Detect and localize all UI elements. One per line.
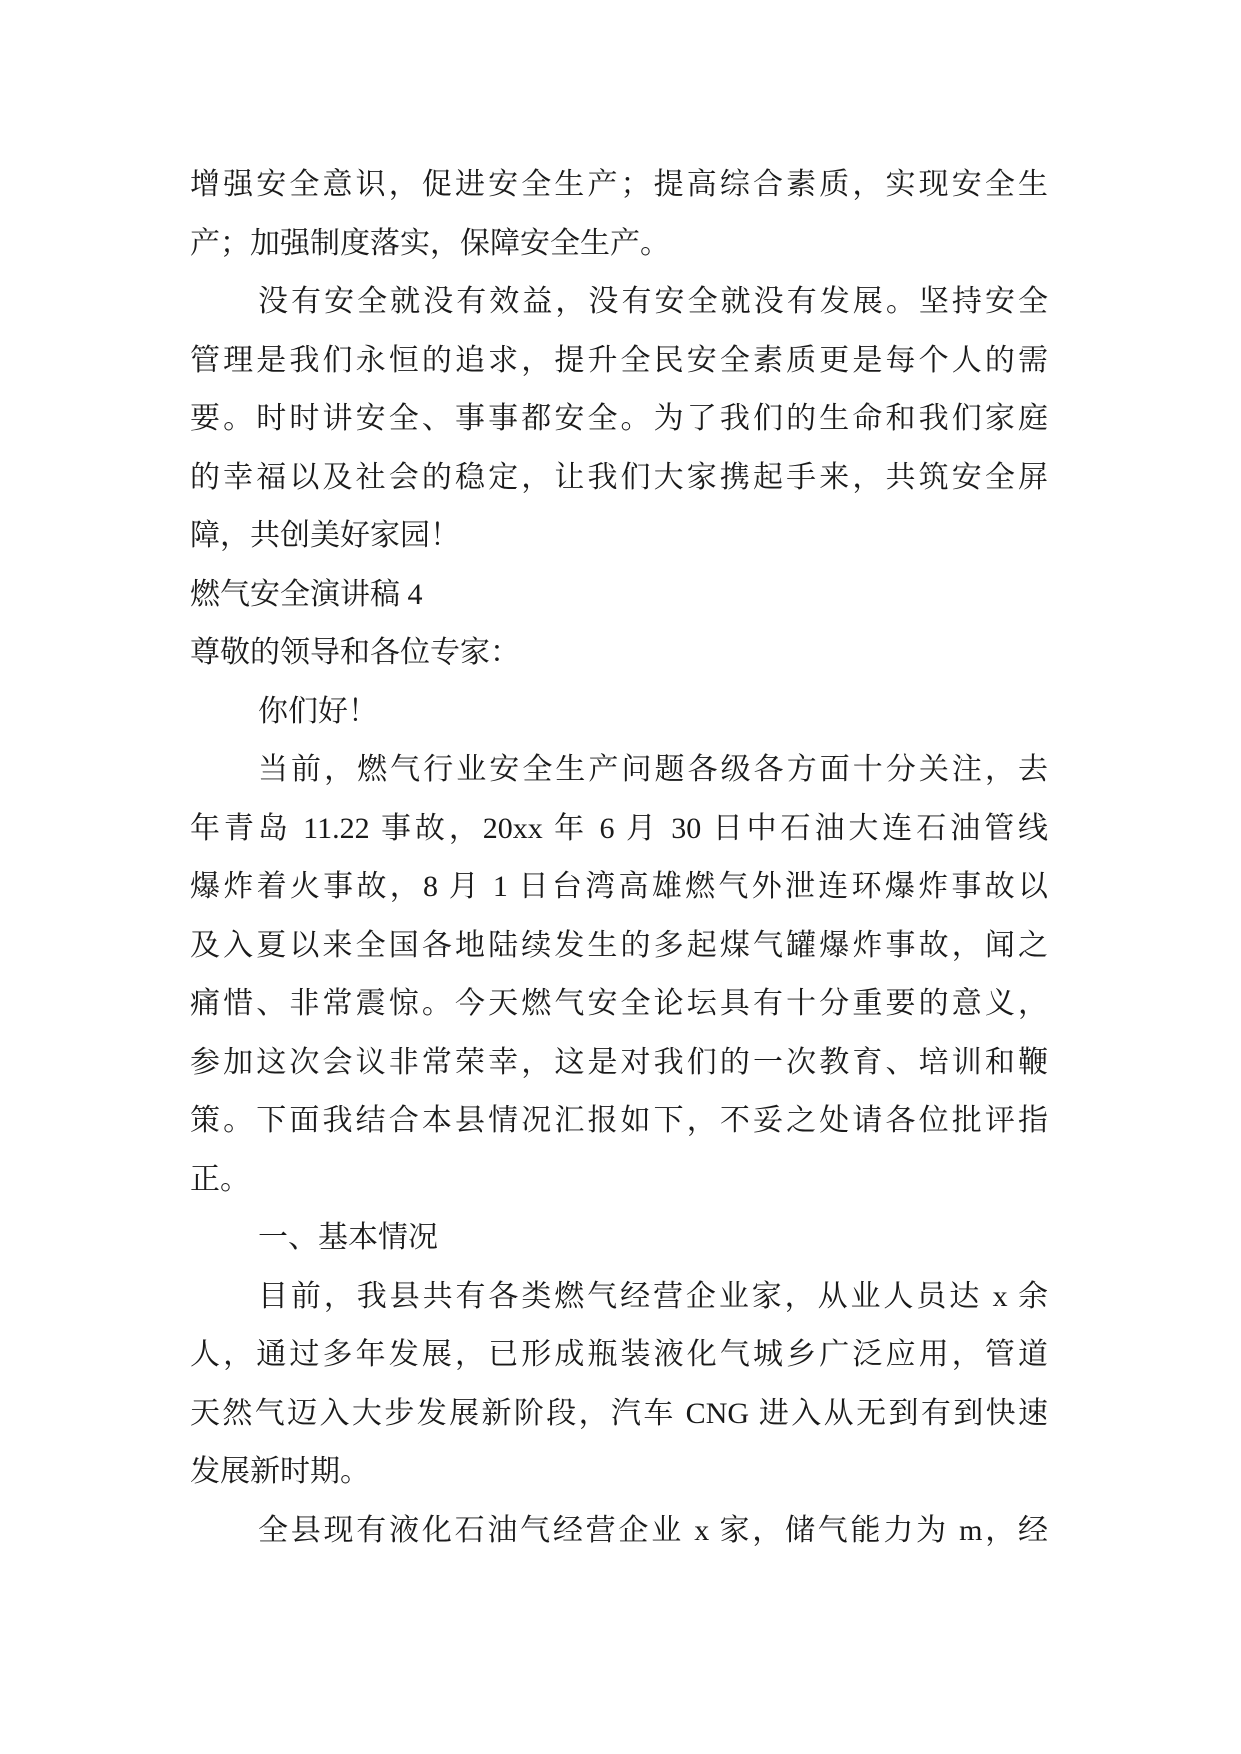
document-body: [190, 156, 1048, 1560]
text-line: 发展新时期。: [190, 1455, 370, 1488]
text-line: 的幸福以及社会的稳定，让我们大家携起手来，共筑安全屏: [190, 460, 1048, 494]
text-line: 产；加强制度落实，保障安全生产。: [190, 226, 670, 260]
text-line: 没有安全就没有效益，没有安全就没有发展。坚持安全: [258, 285, 1048, 318]
text-line: 当前，燃气行业安全生产问题各级各方面十分关注，去: [258, 753, 1048, 786]
text-line: 痛惜、非常震惊。今天燃气安全论坛具有十分重要的意义，: [190, 987, 1048, 1020]
greeting: [190, 683, 1048, 742]
section-heading-line: 一、基本情况: [258, 1221, 438, 1254]
text-line: 参加这次会议非常荣幸，这是对我们的一次教育、培训和鞭: [190, 1045, 1048, 1079]
text-line: 要。时时讲安全、事事都安全。为了我们的生命和我们家庭: [190, 402, 1048, 435]
section-heading: [190, 1209, 1048, 1268]
text-line: 天然气迈入大步发展新阶段，汽车 CNG 进入从无到有到快速: [190, 1396, 1048, 1430]
salutation: [190, 624, 1048, 683]
text-line: 增强安全意识，促进安全生产；提高综合素质，实现安全生: [190, 168, 1048, 201]
paragraph-continuation: [190, 156, 1048, 273]
salutation-line: 尊敬的领导和各位专家：: [190, 636, 520, 669]
text-line: 正。: [190, 1162, 250, 1196]
paragraph: [190, 1268, 1048, 1502]
text-line: 年青岛 11.22 事故，20xx 年 6 月 30 日中石油大连石油管线: [190, 811, 1048, 845]
text-line: 管理是我们永恒的追求，提升全民安全素质更是每个人的需: [190, 343, 1048, 377]
paragraph: [190, 741, 1048, 1209]
paragraph: [190, 273, 1048, 566]
text-line: 全县现有液化石油气经营企业 x 家，储气能力为 m，经: [258, 1513, 1048, 1547]
paragraph: [190, 1502, 1048, 1561]
document-title: [190, 566, 1048, 625]
text-line: 爆炸着火事故，8 月 1 日台湾高雄燃气外泄连环爆炸事故以: [190, 870, 1048, 903]
text-line: 策。下面我结合本县情况汇报如下，不妥之处请各位批评指: [190, 1104, 1048, 1137]
title-line: 燃气安全演讲稿 4: [190, 577, 423, 611]
text-line: 目前，我县共有各类燃气经营企业家，从业人员达 x 余: [258, 1279, 1048, 1313]
greeting-line: 你们好！: [258, 694, 378, 728]
text-line: 人，通过多年发展，已形成瓶装液化气城乡广泛应用，管道: [190, 1338, 1048, 1371]
text-line: 障，共创美好家园！: [190, 519, 460, 552]
text-line: 及入夏以来全国各地陆续发生的多起煤气罐爆炸事故，闻之: [190, 928, 1048, 962]
